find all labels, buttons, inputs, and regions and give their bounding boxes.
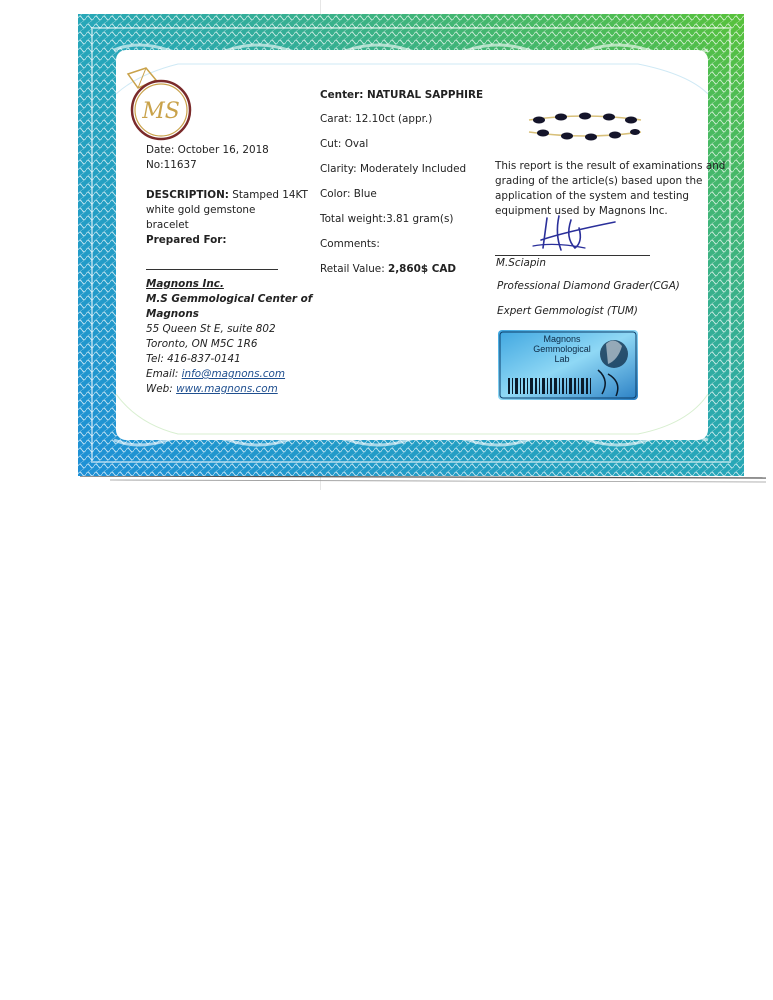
retail-amount: 2,860$ CAD (388, 263, 457, 275)
ms-logo (114, 66, 200, 146)
comments: Comments: (320, 238, 380, 250)
clarity: Clarity: Moderately Included (320, 163, 467, 175)
seal-line-1: Magnons (543, 334, 581, 344)
prepared-for-label: Prepared For: (146, 234, 227, 246)
hologram-seal (498, 330, 638, 400)
signer-title-1: Professional Diamond Grader(CGA) (497, 280, 680, 292)
cut: Cut: Oval (320, 138, 369, 150)
company-name: Magnons Inc. (146, 278, 224, 290)
carat: Carat: 12.10ct (appr.) (320, 113, 433, 125)
seal-line-2: Gemmological (533, 344, 591, 354)
center-value: NATURAL SAPPHIRE (363, 89, 484, 101)
center-label: Center: (320, 89, 364, 101)
description-label: DESCRIPTION: (146, 189, 229, 201)
color: Color: Blue (320, 188, 377, 200)
total-weight: Total weight:3.81 gram(s) (320, 213, 454, 225)
description-value: Stamped 14KT (228, 189, 308, 201)
web-label: Web: (146, 383, 177, 395)
signer-title-2: Expert Gemmologist (TUM) (497, 305, 638, 317)
description-line-2: white gold gemstone (146, 204, 256, 216)
web-row (146, 383, 278, 396)
seal-line-3: Lab (554, 354, 570, 364)
retail-value (320, 263, 456, 276)
email-label: Email: (146, 368, 182, 380)
address-line-1: 55 Queen St E, suite 802 (146, 323, 276, 335)
email-link[interactable]: info@magnons.com (181, 368, 286, 380)
report-statement-4: equipment used by Magnons Inc. (495, 205, 668, 217)
center-name: M.S Gemmological Center of (146, 293, 313, 305)
prepared-for-line (146, 269, 278, 270)
report-date: Date: October 16, 2018 (146, 144, 269, 156)
description (146, 189, 308, 202)
report-number: No:11637 (146, 159, 197, 171)
telephone: Tel: 416-837-0141 (146, 353, 241, 365)
description-line-3: bracelet (146, 219, 189, 231)
bracelet-photo (525, 110, 645, 142)
address-line-2: Toronto, ON M5C 1R6 (146, 338, 258, 350)
logo-initials: MS (142, 99, 180, 124)
signer-name: M.Sciapin (496, 257, 546, 269)
report-statement-2: grading of the article(s) based upon the (495, 175, 703, 187)
center-stone (320, 89, 483, 102)
signature (525, 214, 620, 256)
email-row (146, 368, 285, 381)
center-name-2: Magnons (146, 308, 199, 320)
retail-label: Retail Value: (320, 263, 388, 275)
web-link[interactable]: www.magnons.com (176, 383, 278, 395)
scan-shadow (80, 474, 766, 492)
report-statement-1: This report is the result of examinations and (495, 160, 726, 172)
signature-line (495, 255, 650, 256)
report-statement-3: application of the system and testing (495, 190, 690, 202)
